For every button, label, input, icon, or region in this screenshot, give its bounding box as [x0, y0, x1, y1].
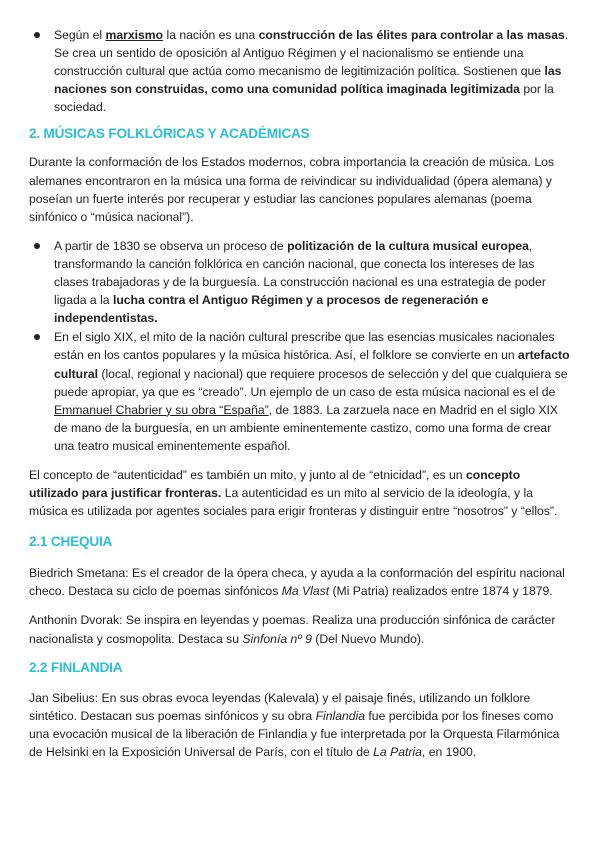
list-item-politizacion: A partir de 1830 se observa un proceso de politización de la cultura musical europea, transformando la canción folklórica en canción nacional, que conecta los intereses de las clases trabajadoras y de la burguesía. La construcción nacional es una estrategia de poder ligada a la lucha contra el Antiguo Régimen y a procesos de regeneración e independentistas.: [29, 237, 570, 327]
section-heading-finlandia: 2.2 FINLANDIA: [29, 659, 123, 675]
list-item-marxismo: Según el marxismo la nación es una construcción de las élites para controlar a las masas. Se crea un sentido de oposición al Antiguo Régimen y el nacionalismo se entiende una construcción cultural que actúa como mecanismo de legitimización política. Sostienen que las naciones son construidas, como una comunidad política imaginada legitimizada por la sociedad.: [29, 26, 570, 116]
paragraph-intro: Durante la conformación de los Estados modernos, cobra importancia la creación de música. Los alemanes encontraron en la música una forma de reivindicar su individualidad (ópera alemana) y poseían un fuerte interés por recuperar y estudiar las canciones populares alemanas (poema sinfónico o “música nacional”).: [29, 155, 555, 224]
section-heading-chequia: 2.1 CHEQUIA: [29, 534, 113, 550]
bullet-list-section2: [29, 237, 570, 455]
paragraph-sibelius: Jan Sibelius: En sus obras evoca leyendas (Kalevala) y el paisaje finés, utilizando un folklore sintético. Destacan sus poemas sinfónicos y su obra Finlandia fue percibida por los fineses como una evocación musical de la liberación de Finlandia y fue interpretada por la Orquesta Filarmónica de Helsinki en la Exposición Universal de París, con el título de La Patria, en 1900.: [29, 690, 560, 759]
section-heading-musicas: 2. MÚSICAS FOLKLÓRICAS Y ACADÉMICAS: [29, 126, 310, 142]
bullet-icon: [34, 243, 40, 249]
paragraph-autenticidad: El concepto de “autenticidad” es también un mito, y junto al de “etnicidad”, es un concepto utilizado para justificar fronteras. La autenticidad es un mito al servicio de la ideología, y la música es utilizada por agentes sociales para erigir fronteras y distinguir entre “nosotros” y “ellos”.: [29, 467, 558, 519]
list-item-siglo-xix: En el siglo XIX, el mito de la nación cultural prescribe que las esencias musicales nacionales están en los cantos populares y la música histórica. Así, el folklore se convierte en un artefacto cultural (local, regional y nacional) que requiere procesos de selección y del que cualquiera se puede apropiar, ya que es “creado”. Un ejemplo de un caso de esta música nacional es el de Emmanuel Chabrier y su obra “España”, de 1883. La zarzuela nace en Madrid en el siglo XIX de mano de la burguesía, en un ambiente eminentemente castizo, como una forma de crear una teatro musical eminentemente español.: [29, 328, 570, 455]
bullet-icon: [34, 32, 40, 38]
bullet-list-marxismo: [29, 26, 570, 116]
paragraph-dvorak: Anthonin Dvorak: Se inspira en leyendas y poemas. Realiza una producción sinfónica de carácter nacionalista y cosmopolita. Destaca su Sinfonía nº 9 (Del Nuevo Mundo).: [29, 613, 556, 646]
paragraph-smetana: Biedrich Smetana: Es el creador de la ópera checa, y ayuda a la conformación del espíritu nacional checo. Destaca su ciclo de poemas sinfónicos Ma Vlast (Mi Patria) realizados entre 1874 y 1879.: [29, 566, 565, 599]
link-chabrier[interactable]: Emmanuel Chabrier y su obra “España”: [54, 402, 269, 417]
bullet-icon: [34, 334, 40, 340]
